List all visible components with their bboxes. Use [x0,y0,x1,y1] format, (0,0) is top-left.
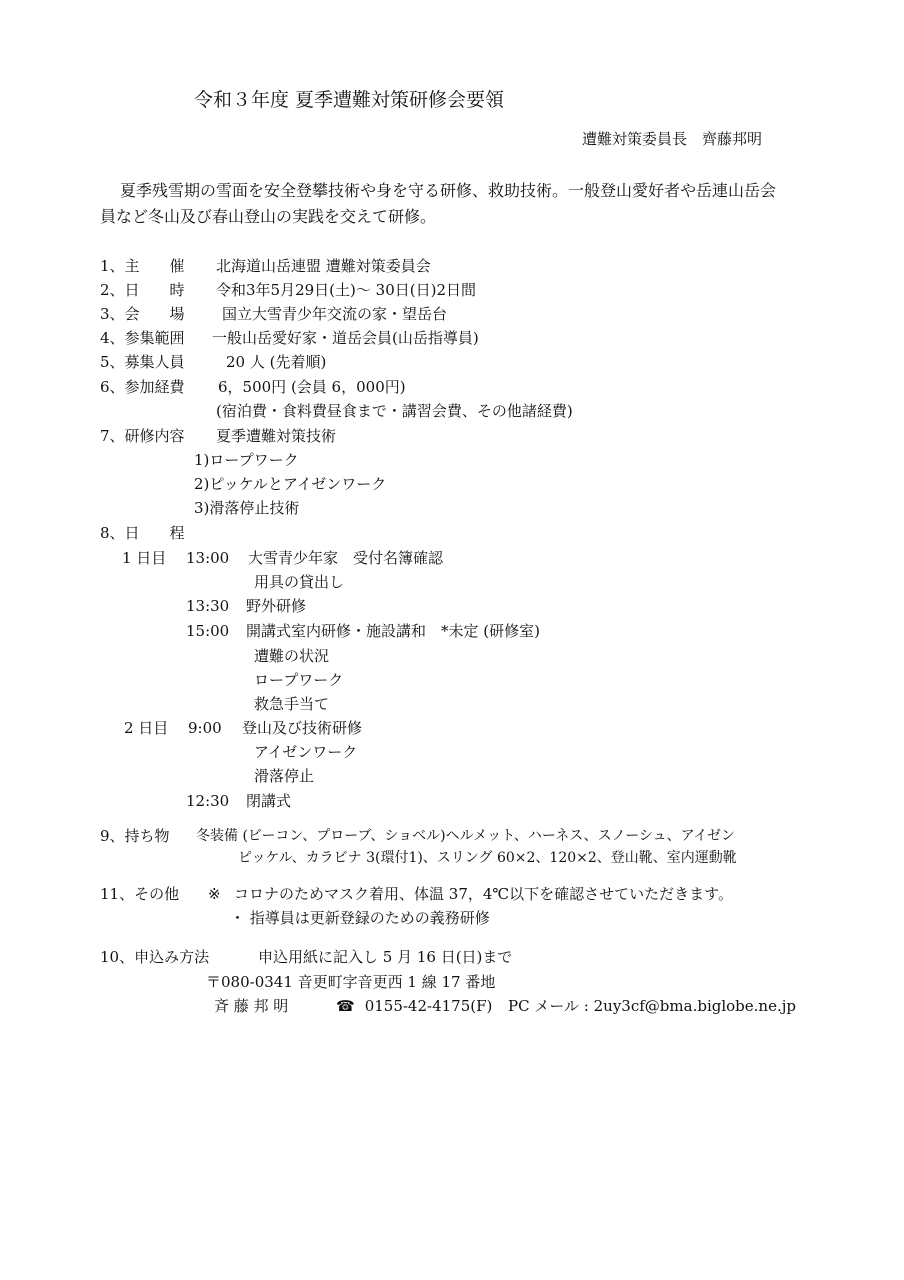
schedule-day2: 2 日目 [124,719,169,737]
apply-phone: 0155-42-4175(F) [364,997,493,1015]
item-date-label: 2、日 時 [100,281,185,299]
schedule-event-detail: 遭難の状況 [254,647,330,665]
item-recruit-value: 20 人 (先着順) [226,353,327,371]
content-sub-item: 2)ピッケルとアイゼンワーク [194,475,387,493]
schedule-event-detail: ロープワーク [254,671,344,689]
apply-email: PC メール : 2uy3cf@bma.biglobe.ne.jp [508,997,796,1015]
schedule-event-detail: 救急手当て [254,695,330,713]
item-scope-value: 一般山岳愛好家・道岳会員(山岳指導員) [212,329,479,347]
other-label: 11、その他 [100,885,180,903]
note-mark: ※ [208,885,221,903]
other-line-2: ・ 指導員は更新登録のための義務研修 [230,909,490,927]
schedule-event: 大雪青少年家 受付名簿確認 [248,549,444,567]
belongings-line-2: ピッケル、カラビナ 3(環付1)、スリング 60×2、120×2、登山靴、室内運動靴 [238,850,737,866]
phone-icon: ☎ [336,997,355,1015]
item-content-value: 夏季遭難対策技術 [216,427,337,445]
author-line: 遭難対策委員長 齊藤邦明 [582,130,763,148]
item-fee-label: 6、参加経費 [100,378,185,396]
item-fee-value: 6，500円 (会員 6，000円) [218,378,406,396]
content-sub-item: 1)ロープワーク [194,451,299,469]
belongings-line-1: 冬装備 (ビーコン、プローブ、ショベル)ヘルメット、ハーネス、スノーシュ、アイゼン [196,828,735,844]
schedule-time: 12:30 [186,792,230,810]
schedule-event-detail: アイゼンワーク [254,743,358,761]
apply-label: 10、申込み方法 [100,948,210,966]
item-fee-note: (宿泊費・食料費昼食まで・講習会費、その他諸経費) [216,402,573,420]
item-recruit-label: 5、募集人員 [100,353,185,371]
schedule-event-detail: 用具の貸出し [254,573,345,591]
item-host-value: 北海道山岳連盟 遭難対策委員会 [216,257,431,275]
apply-address: 〒080-0341 音更町字音更西 1 線 17 番地 [206,973,496,991]
intro-line-1: 夏季残雪期の雪面を安全登攀技術や身を守る研修、救助技術。一般登山愛好者や岳連山岳会 [120,181,777,200]
content-sub-item: 3)滑落停止技術 [194,499,300,517]
schedule-time: 15:00 [186,622,230,640]
schedule-time: 9:00 [188,719,222,737]
apply-phone-row [336,996,492,1016]
item-venue-label: 3、会 場 [100,305,185,323]
apply-method: 申込用紙に記入し 5 月 16 日(日)まで [258,948,513,966]
schedule-time: 13:00 [186,549,230,567]
item-content-label: 7、研修内容 [100,427,185,445]
schedule-day1: 1 日目 [122,549,167,567]
apply-contact-name: 斉 藤 邦 明 [214,997,289,1015]
item-date-value: 令和3年5月29日(土)～ 30日(日)2日間 [216,281,476,299]
intro-line-2: 員など冬山及び春山登山の実践を交えて研修。 [100,207,437,226]
schedule-event: 閉講式 [246,792,292,810]
item-host-label: 1、主 催 [100,257,185,275]
schedule-event: 野外研修 [246,597,307,615]
schedule-event-detail: 滑落停止 [254,767,315,785]
page-title: 令和３年度 夏季遭難対策研修会要領 [194,89,505,111]
belongings-label: 9、持ち物 [100,827,170,845]
item-scope-label: 4、参集範囲 [100,329,185,347]
schedule-label: 8、日 程 [100,524,185,542]
other-line-1: コロナのためマスク着用、体温 37，4℃以下を確認させていただきます。 [234,885,733,903]
item-venue-value: 国立大雪青少年交流の家・望岳台 [222,305,448,323]
schedule-time: 13:30 [186,597,230,615]
schedule-event: 開講式室内研修・施設講和 *未定 (研修室) [246,622,540,640]
schedule-event: 登山及び技術研修 [242,719,363,737]
